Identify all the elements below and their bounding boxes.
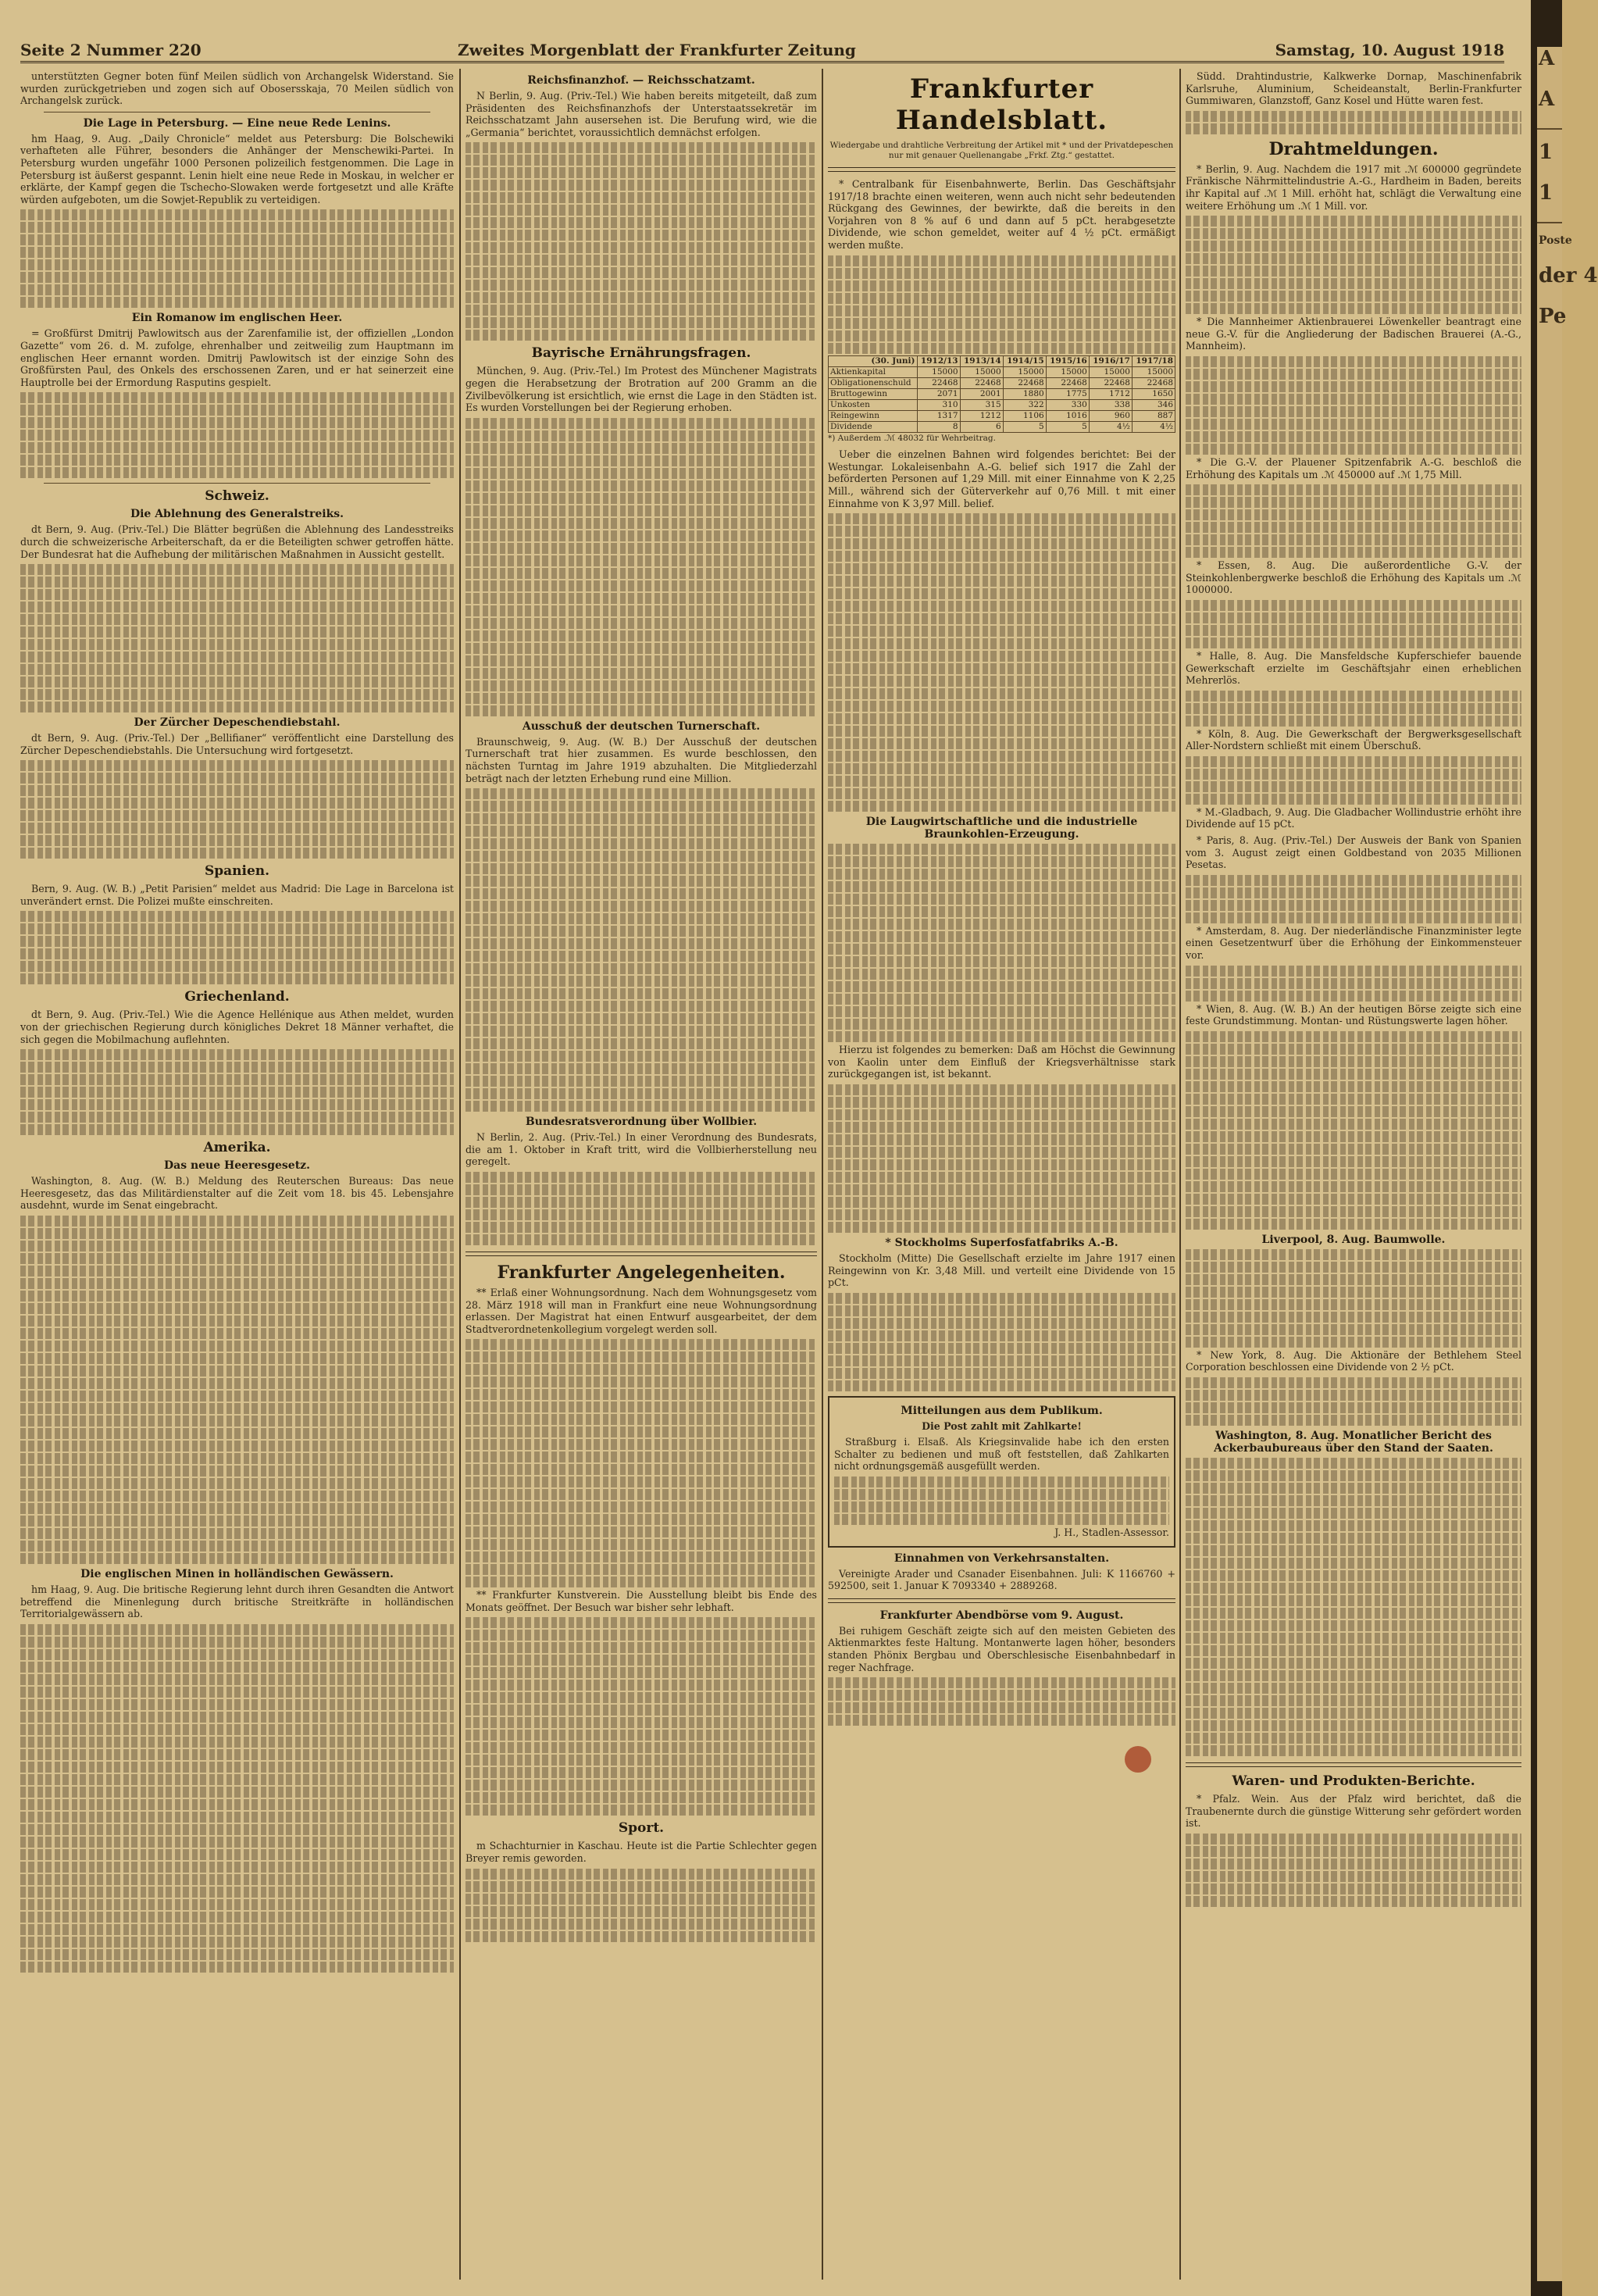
article-heading: Die englischen Minen in holländischen Gewässern. [80,1568,394,1581]
table-cell: 22468 [1003,377,1046,388]
divider [465,1252,817,1256]
page-header [20,37,1504,63]
table-cell: 6 [960,421,1003,432]
table-row [829,388,1175,399]
box-text: Straßburg i. Elsaß. Als Kriegsinvalide habe ich den ersten Schalter zu bedienen und muß oft feststellen, daß Zahlkarten nicht ordnungsgemäß ausgefüllt werden. [834,1436,1169,1473]
article-text: * Die Mannheimer Aktienbrauerei Löwenkeller beantragt eine neue G.-V. für die Angliederung der Badischen Brauerei (A.-G., Mannheim). [1186,316,1521,352]
adjacent-page-fragment: A [1539,47,1555,70]
table-cell: 1712 [1089,388,1132,399]
article-text: hm Haag, 9. Aug. Die britische Regierung lehnt durch ihren Gesandten die Antwort betreffend die Minenlegung durch britische Streitkräfte in holländischen Territorialgewässern ab. [20,1584,454,1620]
table-cell: Aktienkapital [829,366,918,377]
table-footnote: *) Außerdem .ℳ 48032 für Wehrbeitrag. [828,433,996,443]
table-cell: 1016 [1046,410,1089,421]
divider [44,483,430,484]
table-cell: 22468 [960,377,1003,388]
table-cell: 1650 [1132,388,1175,399]
column-2 [465,70,817,2273]
adjacent-page-fragment: 1 [1539,181,1553,205]
article-text: Hierzu ist folgendes zu bemerken: Daß am Höchst die Gewinnung von Kaolin unter dem Einfluß der Kriegsverhältnisse stark zurückgegangen ist, ist bekannt. [828,1044,1175,1080]
financial-table: (30. Juni) 1912/13 1913/14 1914/15 1915/16 1916/17 1917/18 Aktienkapital 15000 15000 15000 15000 15000 15000 Obligationenschuld 22468 22468 22468 22468 22468 22468 Bruttogewinn 2071 2001 1880 1775 1712 1650 Unkosten 310 315 322 330 338 346 Reingewinn 1317 1212 1106 1016 960 887 Dividende 8 6 5 5 4½ 4½ [828,355,1175,433]
article-text: * Die G.-V. der Plauener Spitzenfabrik A.-G. beschloß die Erhöhung des Kapitals um .ℳ 450000 auf .ℳ 1,75 Mill. [1186,455,1521,480]
reprint-note: Wiedergabe und drahtliche Verbreitung der Artikel mit * und der Privatdepeschen nur mit genauer Quellenangabe „Frkf. Ztg.“ gestattet. [829,141,1174,160]
table-cell: 1880 [1003,388,1046,399]
section-heading: Drahtmeldungen. [1268,138,1439,159]
article-heading: Das neue Heeresgesetz. [164,1159,310,1173]
table-cell: 1775 [1046,388,1089,399]
article-text: dt Bern, 9. Aug. (Priv.-Tel.) Wie die Agence Hellénique aus Athen meldet, wurden von der griechischen Regierung durch königliches Dekret 18 Männer verhaftet, die sich gegen die Mobilmachung auflehnten. [20,1009,454,1045]
table-cell: 22468 [917,377,960,388]
article-text: Bern, 9. Aug. (W. B.) „Petit Parisien“ meldet aus Madrid: Die Lage in Barcelona ist unverändert ernst. Die Polizei mußte einschreiten. [20,883,454,907]
red-stamp-mark [1125,1746,1151,1773]
article-text: * Wien, 8. Aug. (W. B.) An der heutigen Börse zeigte sich eine feste Grundstimmung. Montan- und Rüstungswerte lagen höher. [1186,1002,1521,1027]
article-text: Stockholm (Mitte) Die Gesellschaft erzielte im Jahre 1917 einen Reingewinn von Kr. 3,48 Mill. und verteilt eine Dividende von 15 pCt. [828,1252,1175,1289]
article-text: * Berlin, 9. Aug. Nachdem die 1917 mit .ℳ 600000 gegründete Fränkische Nährmittelindustrie A.-G., Hardheim in Baden, bereits ihr Kapital auf .ℳ 1 Mill. erhöht hat, schlägt die Verwaltung eine weitere Erhöhung um .ℳ 1 Mill. vor. [1186,162,1521,212]
table-cell: 310 [917,399,960,410]
divider [828,167,1175,172]
table-cell: 1106 [1003,410,1046,421]
article-text: * New York, 8. Aug. Die Aktionäre der Bethlehem Steel Corporation beschlossen eine Dividende von 2 ½ pCt. [1186,1348,1521,1373]
article-heading: Ein Romanow im englischen Heer. [131,312,343,325]
table-cell: 15000 [1046,366,1089,377]
column-rule [1179,69,1181,2280]
table-cell: 4½ [1132,421,1175,432]
article-text: * Amsterdam, 8. Aug. Der niederländische Finanzminister legte einen Gesetzentwurf über die Erhöhung der Einkommensteuer vor. [1186,924,1521,962]
article-heading: Bundesratsverordnung über Wollbier. [525,1116,758,1129]
article-text: * Paris, 8. Aug. (Priv.-Tel.) Der Ausweis der Bank von Spanien vom 3. August zeigt einen Goldbestand von 2035 Millionen Pesetas. [1186,834,1521,871]
article-heading: Ausschuß der deutschen Turnerschaft. [522,720,761,733]
table-cell: 330 [1046,399,1089,410]
column-4 [1186,70,1521,2273]
section-heading: Griechenland. [184,989,290,1005]
article-text: unterstützten Gegner boten fünf Meilen südlich von Archangelsk Widerstand. Sie wurden zurückgetrieben und zogen sich auf Obosersskaja, 70 Meilen südlich von Archangelsk zurück. [20,70,454,107]
section-heading: Amerika. [203,1140,271,1156]
table-cell: 22468 [1132,377,1175,388]
table-cell: 887 [1132,410,1175,421]
article-heading: Liverpool, 8. Aug. Baumwolle. [1261,1233,1446,1246]
table-cell: 22468 [1089,377,1132,388]
table-cell: 1317 [917,410,960,421]
table-cell: 15000 [1089,366,1132,377]
table-cell: Bruttogewinn [829,388,918,399]
section-heading: Bayrische Ernährungsfragen. [531,345,751,362]
table-cell: 15000 [917,366,960,377]
table-row [829,399,1175,410]
section-heading: Schweiz. [205,488,269,505]
article-text: Washington, 8. Aug. (W. B.) Meldung des Reuterschen Bureaus: Das neue Heeresgesetz, das das Militärdienstalter auf die Zeit vom 18. bis 45. Lebensjahre ausdehnt, wurde im Senat eingebracht. [20,1175,454,1212]
article-heading: Reichsfinanzhof. — Reichsschatzamt. [527,74,755,87]
article-text: * M.-Gladbach, 9. Aug. Die Gladbacher Wollindustrie erhöht ihre Dividende auf 15 pCt. [1186,805,1521,830]
column-rule [822,69,823,2280]
page-date: Samstag, 10. August 1918 [1275,41,1504,59]
divider [1186,1762,1521,1767]
column-3 [828,70,1175,2273]
table-cell: 338 [1089,399,1132,410]
article-text: dt Bern, 9. Aug. (Priv.-Tel.) Der „Bellifianer“ veröffentlicht eine Darstellung des Zürcher Depeschendiebstahls. Die Untersuchung wird fortgesetzt. [20,732,454,756]
article-text: * Pfalz. Wein. Aus der Pfalz wird berichtet, daß die Traubenernte durch die günstige Witterung sehr gefördert worden ist. [1186,1793,1521,1830]
masthead: Zweites Morgenblatt der Frankfurter Zeitung [458,41,856,59]
article-text: hm Haag, 9. Aug. „Daily Chronicle“ meldet aus Petersburg: Die Bolschewiki verhafteten alle Führer, besonders die Anhänger der Menschewiki-Partei. In Petersburg wurden ungefähr 1000 Personen polizeilich festgenommen. Die Lage in Petersburg ist äußerst gespannt. Lenin hielt eine neue Rede in Moskau, in welcher er erklärte, der Kampf gegen die Tschecho-Slowaken werde fortgesetzt und alle Kräfte würden aufgeboten, um die Sowjet-Republik zu verteidigen. [20,132,454,205]
table-cell: 15000 [960,366,1003,377]
article-text: = Großfürst Dmitrij Pawlowitsch aus der Zarenfamilie ist, der offiziellen „London Gazette“ vom 26. d. M. zufolge, ehrenhalber und zeitweilig zum Hauptmann im englischen Heer ernannt worden. Dmitrij Pawlowitsch ist der einzige Sohn des Großfürsten Paul, des Onkels des erschossenen Zaren, und er hat seinerzeit eine Hauptrolle bei der Ermordung Rasputins gespielt. [20,327,454,388]
table-cell: 960 [1089,410,1132,421]
table-cell: Unkosten [829,399,918,410]
table-row [829,410,1175,421]
adjacent-page-fragment: Poste [1539,234,1572,247]
box-title: Mitteilungen aus dem Publikum. [901,1404,1103,1417]
article-heading: Frankfurter Abendbörse vom 9. August. [879,1609,1124,1622]
table-cell: 5 [1046,421,1089,432]
article-text: ** Erlaß einer Wohnungsordnung. Nach dem Wohnungsgesetz vom 28. März 1918 will man in Frankfurt eine neue Wohnungsordnung erlassen. Der Magistrat hat einen Entwurf ausgearbeitet, der dem Stadtverordnetenkollegium vorgelegt werden soll. [465,1286,817,1335]
article-text: m Schachturnier in Kaschau. Heute ist die Partie Schlechter gegen Breyer remis geworden. [465,1840,817,1865]
table-cell: 15000 [1003,366,1046,377]
page-number: Seite 2 Nummer 220 [20,41,202,59]
article-text: * Köln, 8. Aug. Die Gewerkschaft der Bergwerksgesellschaft Aller-Nordstern schließt mit einem Überschuß. [1186,727,1521,752]
box-signature: J. H., Stadlen-Assessor. [1054,1527,1169,1539]
article-text: * Centralbank für Eisenbahnwerte, Berlin. Das Geschäftsjahr 1917/18 brachte einen weiteren, wenn auch nicht sehr bedeutenden Rückgang des Gewinnes, der bewirkte, daß die bereits in den Vorjahren von 8 % auf 6 und dann auf 5 pCt. herabgesetzte Dividende, wie schon gemeldet, weiter auf 4 ½ pCt. ermäßigt werden mußte. [828,178,1175,251]
section-heading: Waren- und Produkten-Berichte. [1232,1773,1475,1789]
section-heading: Spanien. [204,863,270,880]
article-heading: Washington, 8. Aug. Monatlicher Bericht des Ackerbaubureaus über den Stand der Saaten. [1214,1430,1493,1455]
adjacent-page-fragment: 1 [1539,141,1553,164]
table-cell: 315 [960,399,1003,410]
column-1 [20,70,454,2273]
column-rule [459,69,461,2280]
table-cell: 4½ [1089,421,1132,432]
article-text: * Halle, 8. Aug. Die Mansfeldsche Kupferschiefer bauende Gewerkschaft erzielte im Geschäftsjahr einen erheblichen Mehrerlös. [1186,649,1521,687]
article-text: * Essen, 8. Aug. Die außerordentliche G.-V. der Steinkohlenbergwerke beschloß die Erhöhung des Kapitals um .ℳ 1000000. [1186,559,1521,596]
table-cell: 22468 [1046,377,1089,388]
table-row [829,421,1175,432]
table-cell: 2001 [960,388,1003,399]
adjacent-page-fragment: der 4 [1539,264,1598,287]
article-heading: Die Lage in Petersburg. — Eine neue Rede Lenins. [83,116,391,130]
table-cell: 15000 [1132,366,1175,377]
article-text: dt Bern, 9. Aug. (Priv.-Tel.) Die Blätter begrüßen die Ablehnung des Landesstreiks durch die schweizerische Arbeiterschaft, da er die Beteiligten schwer getroffen hätte. Der Bundesrat hat die Aufhebung der militärischen Maßnahmen in Aussicht gestellt. [20,523,454,560]
article-text: Ueber die einzelnen Bahnen wird folgendes berichtet: Bei der Westungar. Lokaleisenbahn A.-G. belief sich 1917 die Zahl der beförderten Personen auf 1,29 Mill. mit einer Einnahme von K 2,25 Mill., während sich der Güterverkehr auf 0,76 Mill. t mit einer Einnahme von K 3,97 Mill. belief. [828,448,1175,509]
adjacent-page-fragment: Pe [1539,305,1567,328]
public-notice-box [828,1396,1175,1548]
table-cell: 346 [1132,399,1175,410]
box-subtitle: Die Post zahlt mit Zahlkarte! [922,1419,1082,1432]
table-row [829,366,1175,377]
adjacent-page-fragment: A [1539,87,1555,111]
section-heading: Frankfurter Angelegenheiten. [497,1262,786,1283]
section-heading: Sport. [618,1820,665,1837]
article-text: N Berlin, 2. Aug. (Priv.-Tel.) In einer Verordnung des Bundesrats, die am 1. Oktober in Kraft tritt, wird die Vollbierherstellung neu geregelt. [465,1131,817,1168]
article-heading: * Stockholms Superfosfatfabriks A.-B. [885,1236,1118,1249]
table-cell: 8 [917,421,960,432]
article-text: N Berlin, 9. Aug. (Priv.-Tel.) Wie haben bereits mitgeteilt, daß zum Präsidenten des Reichsfinanzhofs der Unterstaatssekretär im Reichsschatzamt Jahn ausersehen ist. Die Berufung wird, wie die „Germania“ berichtet, voraussichtlich demnächst erfolgen. [465,90,817,138]
table-cell: 5 [1003,421,1046,432]
article-text: Bei ruhigem Geschäft zeigte sich auf den meisten Gebieten des Aktienmarktes feste Haltung. Montanwerte lagen höher, besonders standen Phönix Bergbau und Oberschlesische Eisenbahnbedarf in reger Nachfrage. [828,1624,1175,1673]
table-cell: Obligationenschuld [829,377,918,388]
article-heading: Die Ablehnung des Generalstreiks. [130,508,344,521]
article-heading: Der Zürcher Depeschendiebstahl. [134,716,341,730]
article-text: München, 9. Aug. (Priv.-Tel.) Im Protest des Münchener Magistrats gegen die Herabsetzung der Brotration auf 200 Gramm an die Zivilbevölkerung ist ersichtlich, wie ernst die Lage in den Städten ist. Es wurden Vorstellungen bei der Regierung erhoben. [465,365,817,414]
article-text: Vereinigte Arader und Csanader Eisenbahnen. Juli: K 1166760 + 592500, seit 1. Januar K 7093340 + 2889268. [828,1567,1175,1592]
section-title: Frankfurter Handelsblatt. [895,73,1108,136]
article-heading: Die Laugwirtschaftliche und die industrielle Braunkohlen-Erzeugung. [865,816,1138,841]
article-text: Braunschweig, 9. Aug. (W. B.) Der Ausschuß der deutschen Turnerschaft trat hier zusammen. Es wurde beschlossen, den nächsten Turntag im Jahre 1919 abzuhalten. Die Mitgliederzahl beträgt nach der letzten Erhebung rund eine Million. [465,735,817,784]
table-cell: Reingewinn [829,410,918,421]
table-cell: 1212 [960,410,1003,421]
table-cell: 2071 [917,388,960,399]
table-row [829,377,1175,388]
article-text: ** Frankfurter Kunstverein. Die Ausstellung bleibt bis Ende des Monats geöffnet. Der Besuch war bisher sehr lebhaft. [465,1589,817,1613]
table-cell: 322 [1003,399,1046,410]
adjacent-page-edge [1537,47,1598,2281]
table-cell: Dividende [829,421,918,432]
article-heading: Einnahmen von Verkehrsanstalten. [894,1551,1110,1565]
divider [828,1598,1175,1603]
article-text: Südd. Drahtindustrie, Kalkwerke Dornap, Maschinenfabrik Karlsruhe, Aluminium, Scheideanstalt, Berlin-Frankfurter Gummiwaren, Glanzstoff, Ganz Kosel und Hütte waren fest. [1186,70,1521,107]
